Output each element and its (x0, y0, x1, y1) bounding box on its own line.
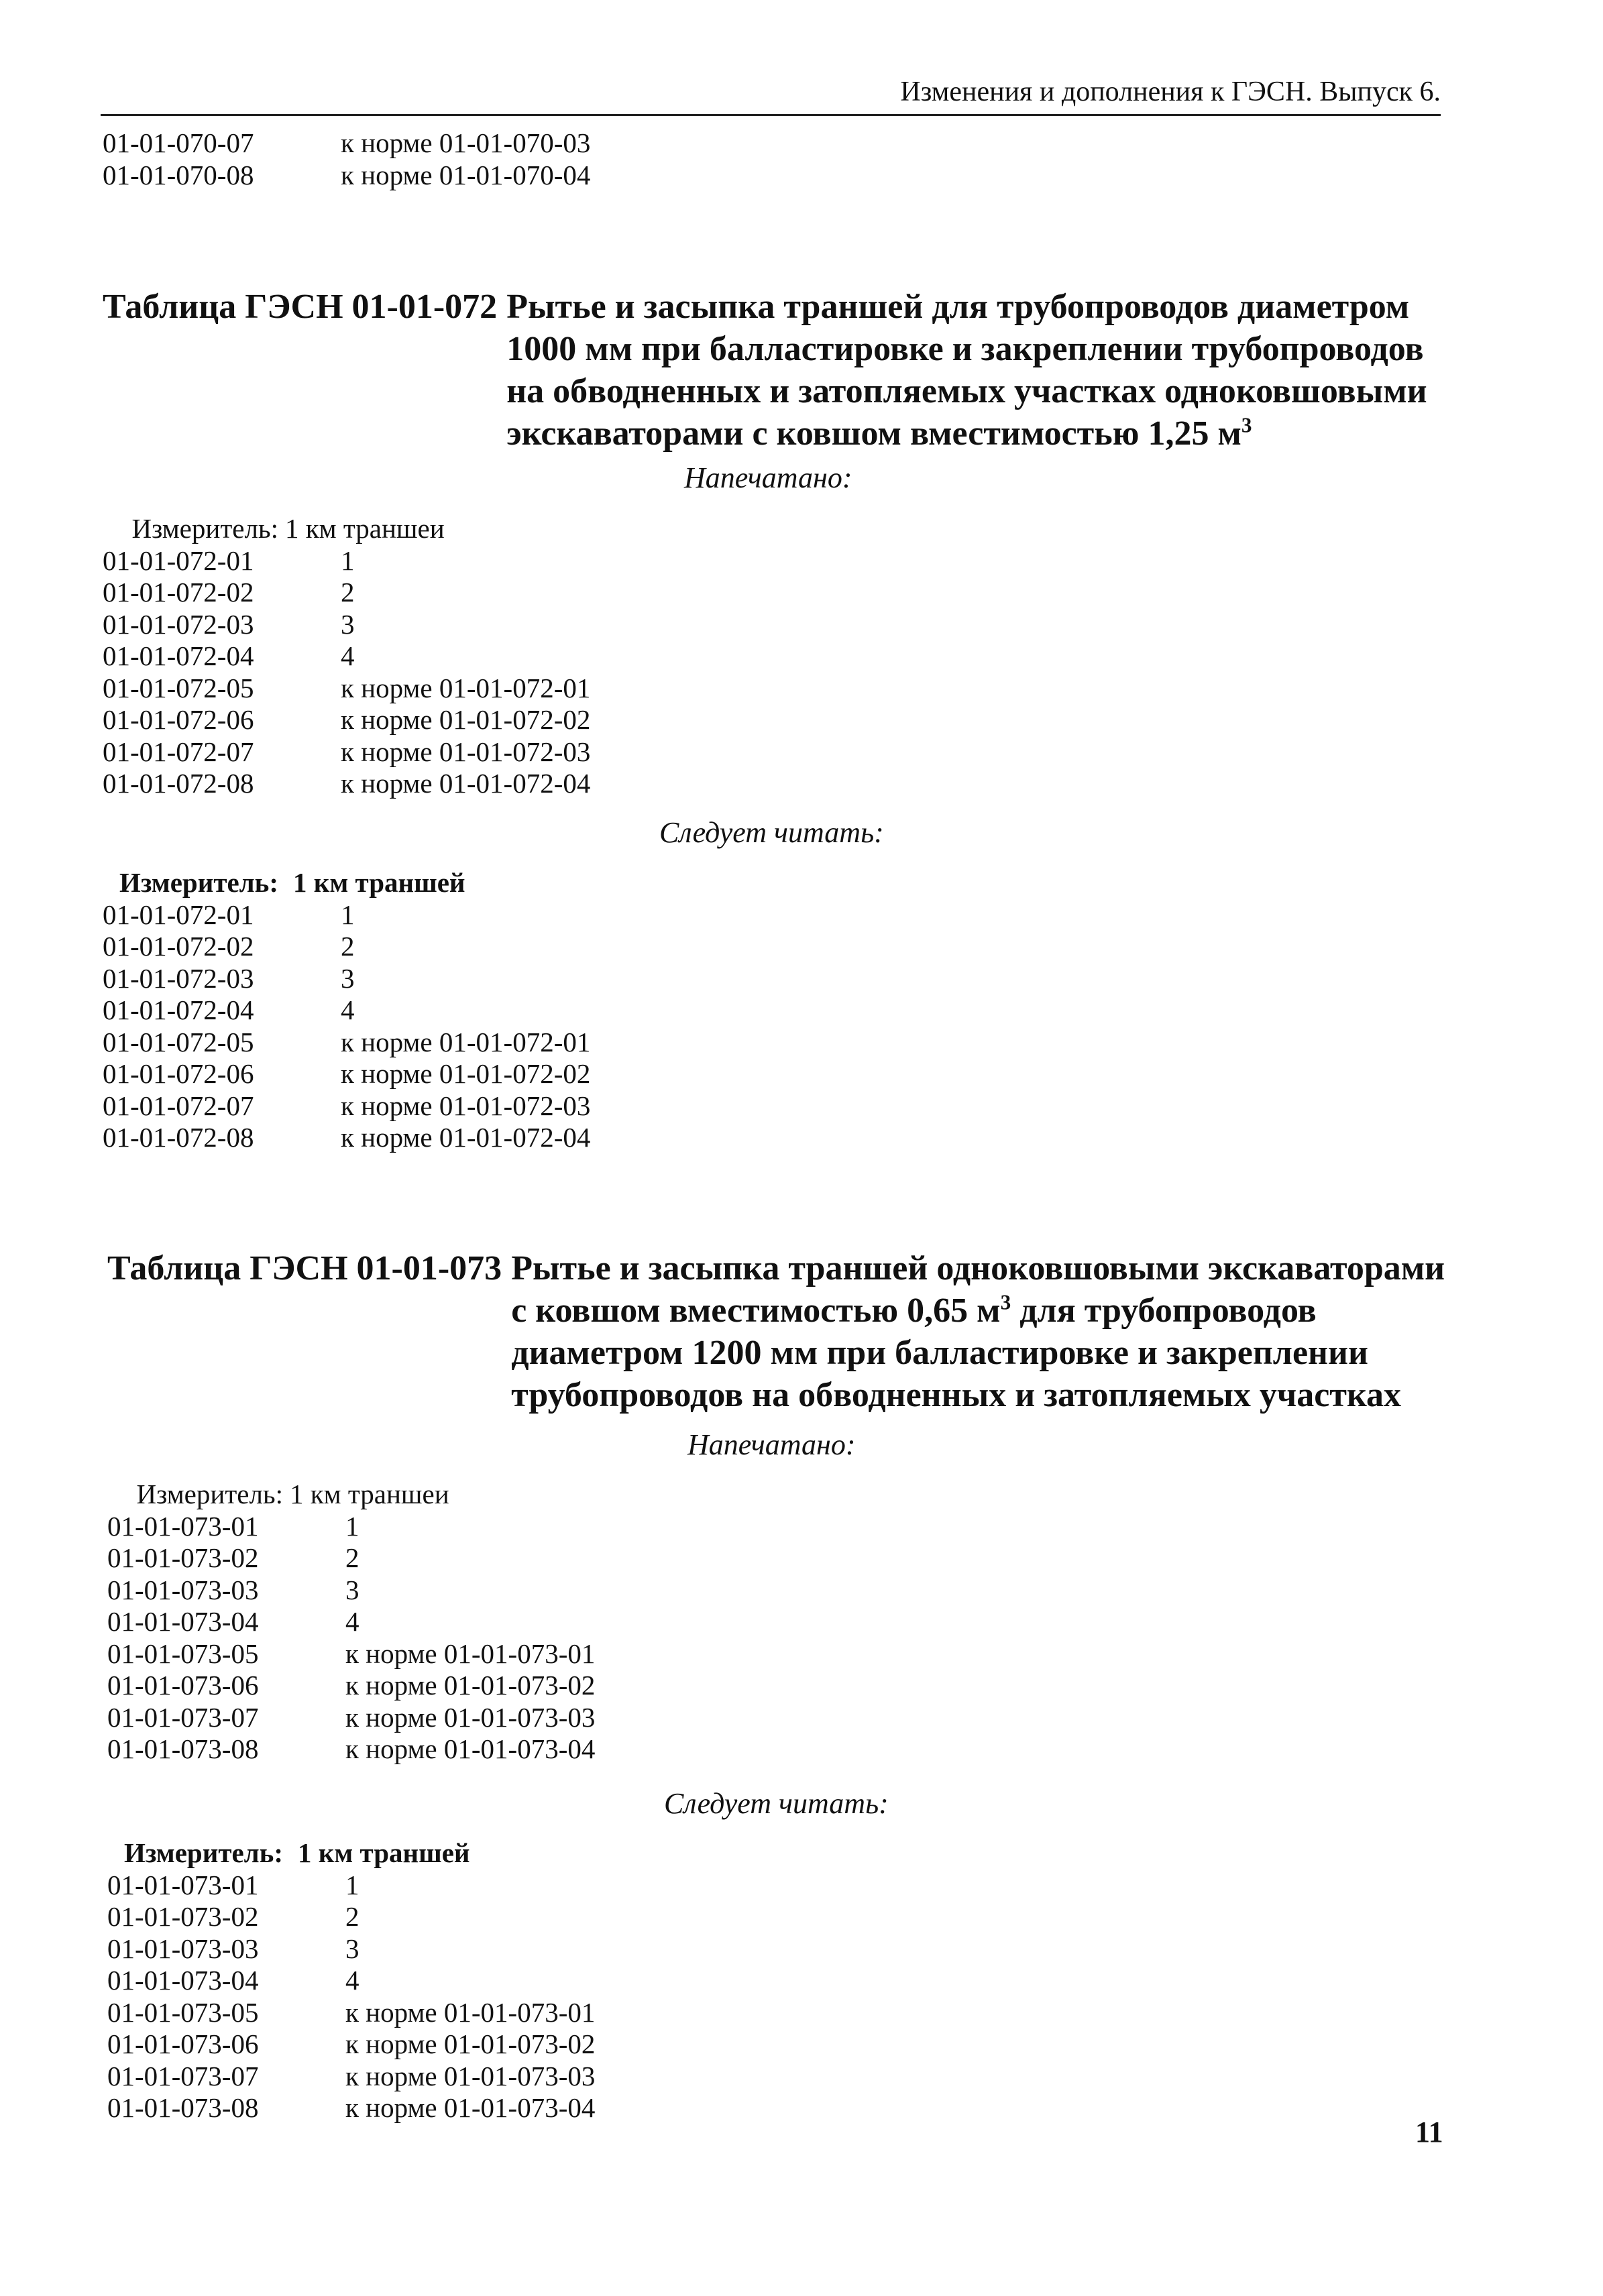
table-row (107, 1702, 595, 1734)
table-row (103, 1058, 590, 1090)
norm-code: 01-01-072-03 (103, 608, 254, 640)
norm-code: 01-01-072-05 (103, 1026, 254, 1057)
table1-heading (497, 286, 1459, 455)
norm-code: 01-01-072-02 (103, 577, 254, 608)
norm-value: 1 (345, 1510, 360, 1542)
table1-read-label: Следует читать: (659, 816, 884, 849)
table-row (107, 1933, 595, 1965)
table-row (103, 577, 590, 609)
top-rows (103, 127, 590, 191)
norm-code: 01-01-072-08 (103, 1122, 254, 1153)
norm-code: 01-01-073-08 (107, 1733, 259, 1764)
table-row (103, 994, 590, 1027)
norm-value: к норме 01-01-073-03 (345, 2060, 596, 2091)
norm-value: к норме 01-01-072-02 (341, 704, 591, 735)
page-number: 11 (1415, 2116, 1443, 2148)
table-row (103, 963, 590, 995)
table-row (103, 1027, 590, 1059)
norm-value: к норме 01-01-073-04 (345, 1733, 596, 1764)
table2-label: Таблица ГЭСН 01-01-073 (107, 1249, 502, 1287)
norm-value: к норме 01-01-070-03 (341, 127, 591, 158)
norm-code: 01-01-073-03 (107, 1933, 259, 1964)
norm-code: 01-01-073-07 (107, 2060, 259, 2091)
running-header: Изменения и дополнения к ГЭСН. Выпуск 6. (900, 76, 1441, 107)
norm-code: 01-01-073-04 (107, 1606, 259, 1637)
norm-value: к норме 01-01-073-01 (345, 1996, 596, 2028)
norm-value: к норме 01-01-072-03 (341, 1090, 591, 1121)
norm-code: 01-01-073-02 (107, 1542, 259, 1573)
table2-printed-block (107, 1479, 595, 1766)
norm-value: 3 (341, 608, 355, 640)
table-row (107, 2028, 595, 2061)
table-row (103, 736, 590, 768)
table-row (107, 1901, 595, 1933)
table-row (103, 673, 590, 705)
table-row (107, 1606, 595, 1638)
norm-code: 01-01-072-04 (103, 640, 254, 671)
norm-value: к норме 01-01-072-03 (341, 736, 591, 767)
table2-heading (502, 1247, 1463, 1416)
norm-value: 3 (345, 1933, 360, 1964)
norm-value: к норме 01-01-072-02 (341, 1058, 591, 1089)
unit-label: Измеритель: (123, 1837, 283, 1868)
norm-value: 2 (341, 931, 355, 962)
table-row (107, 1870, 595, 1902)
norm-code: 01-01-073-07 (107, 1701, 259, 1733)
table-row (107, 1733, 595, 1766)
table1-label: Таблица ГЭСН 01-01-072 (103, 288, 498, 326)
norm-value: к норме 01-01-073-02 (345, 1670, 596, 1701)
norm-code: 01-01-073-08 (107, 2092, 259, 2123)
table-row (103, 609, 590, 641)
norm-value: к норме 01-01-072-04 (341, 768, 591, 799)
norm-code: 01-01-072-04 (103, 994, 254, 1025)
norm-value: 1 (341, 544, 355, 576)
norm-value: 2 (341, 577, 355, 608)
unit-label: Измеритель: (136, 1479, 283, 1509)
norm-value: 4 (341, 640, 355, 671)
norm-code: 01-01-073-05 (107, 1638, 259, 1669)
norm-code: 01-01-072-05 (103, 672, 254, 703)
norm-value: 1 (345, 1869, 360, 1900)
table-row (107, 1965, 595, 1997)
table-row (103, 899, 590, 931)
table-row (107, 1670, 595, 1702)
norm-value: к норме 01-01-070-04 (341, 159, 591, 190)
table1-printed-block (103, 513, 590, 800)
unit-label: Измеритель: (119, 867, 278, 898)
norm-code: 01-01-070-08 (103, 159, 254, 190)
table-row (103, 931, 590, 963)
unit-row (30, 867, 590, 899)
norm-code: 01-01-073-02 (107, 1901, 259, 1932)
norm-code: 01-01-072-07 (103, 1090, 254, 1121)
norm-code: 01-01-072-01 (103, 899, 254, 930)
table-row (103, 704, 590, 736)
table2-title (107, 1247, 1463, 1416)
table-row (107, 1574, 595, 1607)
norm-code: 01-01-073-05 (107, 1996, 259, 2028)
norm-code: 01-01-072-01 (103, 544, 254, 576)
norm-value: 2 (345, 1542, 360, 1573)
norm-value: к норме 01-01-073-04 (345, 2092, 596, 2123)
norm-value: 3 (345, 1574, 360, 1605)
table2-read-block (107, 1837, 595, 2124)
table1-heading-sup: 3 (1241, 413, 1252, 437)
table-row (103, 1122, 590, 1154)
table1-printed-label: Напечатано: (684, 461, 852, 494)
norm-value: к норме 01-01-072-04 (341, 1122, 591, 1153)
norm-code: 01-01-072-08 (103, 768, 254, 799)
table-row (103, 160, 590, 192)
table2-heading-text: Рытье и засыпка траншей одноковшовыми экскаваторами с ковшом вместимостью 0,65 м (511, 1249, 1445, 1330)
norm-code: 01-01-072-06 (103, 1058, 254, 1089)
table-row (107, 2092, 595, 2124)
table-row (107, 1638, 595, 1670)
norm-value: 4 (341, 994, 355, 1025)
norm-code: 01-01-070-07 (103, 127, 254, 158)
norm-code: 01-01-073-01 (107, 1869, 259, 1900)
norm-value: 3 (341, 962, 355, 994)
norm-value: к норме 01-01-072-01 (341, 1026, 591, 1057)
table1-title (103, 286, 1459, 455)
table-row (107, 1997, 595, 2029)
unit-value: 1 км траншей (298, 1837, 470, 1868)
norm-code: 01-01-072-06 (103, 704, 254, 735)
table-row (107, 2061, 595, 2093)
norm-code: 01-01-073-06 (107, 2028, 259, 2059)
unit-row (30, 513, 590, 545)
norm-code: 01-01-072-02 (103, 931, 254, 962)
norm-value: 4 (345, 1606, 360, 1637)
table-row (107, 1542, 595, 1574)
table-row (107, 1511, 595, 1543)
table2-printed-label: Напечатано: (687, 1428, 856, 1461)
norm-value: к норме 01-01-073-03 (345, 1701, 596, 1733)
norm-value: 1 (341, 899, 355, 930)
norm-value: к норме 01-01-072-01 (341, 672, 591, 703)
norm-value: 4 (345, 1965, 360, 1996)
norm-code: 01-01-072-07 (103, 736, 254, 767)
unit-row (35, 1479, 595, 1511)
unit-value: 1 км траншей (293, 867, 465, 898)
unit-value: 1 км траншеи (285, 513, 445, 544)
unit-row (35, 1837, 595, 1870)
header-rule (101, 114, 1441, 116)
norm-code: 01-01-073-01 (107, 1510, 259, 1542)
unit-label: Измеритель: (131, 513, 278, 544)
norm-code: 01-01-073-03 (107, 1574, 259, 1605)
table1-heading-text: Рытье и засыпка траншей для трубопроводов диаметром 1000 мм при балластировке и закреплении трубопроводов на обводненных и затопляемых участках одноковшовыми экскаваторами с ковшом вместимостью 1,25 м (506, 288, 1427, 453)
table2-read-label: Следует читать: (664, 1787, 889, 1820)
norm-value: 2 (345, 1901, 360, 1932)
unit-value: 1 км траншеи (290, 1479, 449, 1509)
norm-code: 01-01-072-03 (103, 962, 254, 994)
table-row (103, 1090, 590, 1123)
table2-heading-sup: 3 (1000, 1290, 1011, 1314)
norm-value: к норме 01-01-073-02 (345, 2028, 596, 2059)
table-row (103, 768, 590, 800)
table-row (103, 127, 590, 160)
table-row (103, 640, 590, 673)
norm-code: 01-01-073-04 (107, 1965, 259, 1996)
table2-heading-text-2: для трубопроводов диаметром 1200 мм при балластировке и закреплении трубопроводов на обводненных и затопляемых участках (511, 1292, 1402, 1414)
norm-value: к норме 01-01-073-01 (345, 1638, 596, 1669)
table-row (103, 545, 590, 577)
norm-code: 01-01-073-06 (107, 1670, 259, 1701)
table1-read-block (103, 867, 590, 1154)
